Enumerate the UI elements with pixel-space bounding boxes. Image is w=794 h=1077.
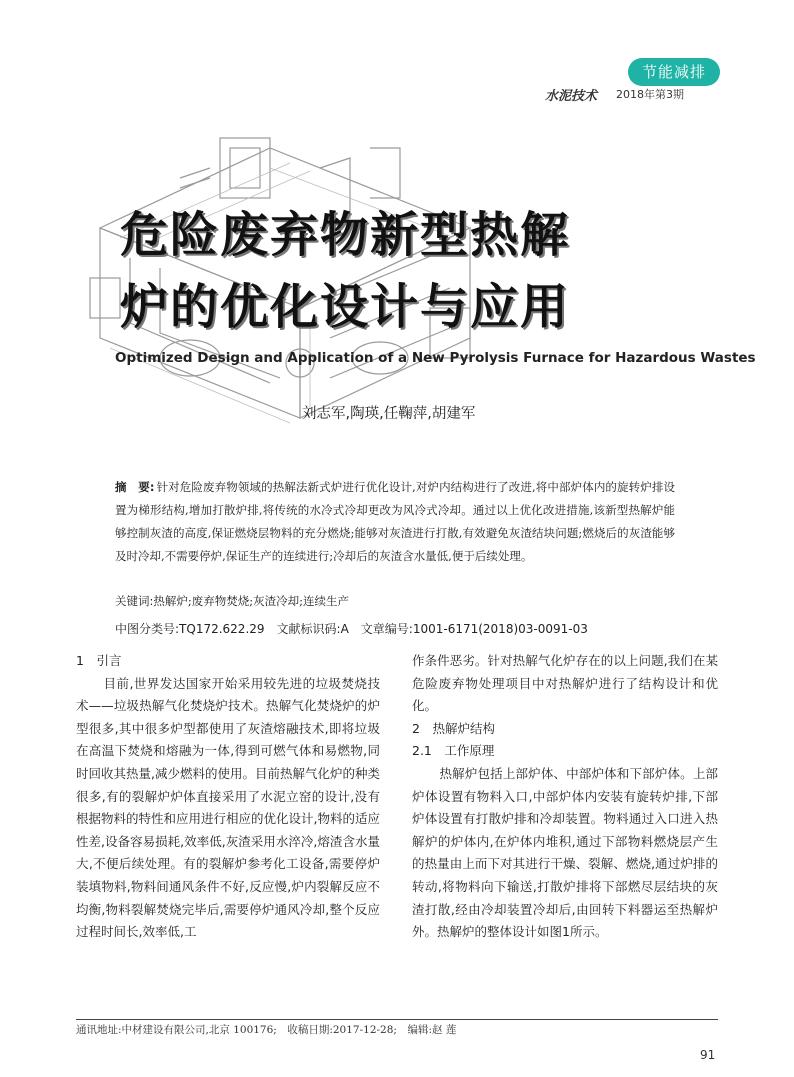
- paragraph-principle: 热解炉包括上部炉体、中部炉体和下部炉体。上部炉体设置有物料入口,中部炉体内安装有旋转炉排,下部炉体设置有打散炉排和冷却装置。物料通过入口进入热解炉的炉体内,在炉体内堆积,通过下部物料燃烧层产生的热量由上而下对其进行干燥、裂解、燃烧,通过炉排的转动,将物料向下输送,打散炉排将下部燃尽层结块的灰渣打散,经由冷却装置冷却后,由回转下料器运至热解炉外。热解炉的整体设计如图1所示。: [412, 765, 718, 940]
- footer-divider: [76, 1019, 718, 1020]
- authors: 刘志军,陶瑛,任鞠萍,胡建军: [302, 406, 476, 422]
- journal-name: 水泥技术: [545, 89, 598, 104]
- right-column: [412, 650, 718, 944]
- keywords-label: 关键词:: [115, 594, 154, 608]
- left-column: [76, 650, 380, 944]
- abstract: [115, 476, 675, 568]
- page-number: 91: [700, 1048, 716, 1062]
- journal-issue: 2018年第3期: [616, 88, 684, 101]
- article-title-line2: 炉的优化设计与应用: [120, 279, 571, 335]
- english-title: Optimized Design and Application of a New Pyrolysis Furnace for Hazardous Wastes: [115, 350, 756, 366]
- section-badge: 节能减排: [628, 58, 720, 86]
- section-heading-intro: 1 引言: [76, 653, 122, 668]
- article-title-line1: 危险废弃物新型热解: [120, 207, 571, 263]
- abstract-text: 针对危险废弃物领域的热解法新式炉进行优化设计,对炉内结构进行了改进,将中部炉体内的旋转炉排设置为梯形结构,增加打散炉排,将传统的水冷式冷却更改为风冷式冷却。通过以上优化改进措施,该新型热解炉能够控制灰渣的高度,保证燃烧层物料的充分燃烧;能够对灰渣进行打散,有效避免灰渣结块问题;燃烧后的灰渣能够及时冷却,不需要停炉,保证生产的连续进行;冷却后的灰渣含水量低,便于后续处理。: [115, 480, 675, 563]
- keywords-text: 热解炉;废弃物焚烧;灰渣冷却;连续生产: [153, 594, 349, 608]
- footer-note: 通讯地址:中材建设有限公司,北京 100176; 收稿日期:2017-12-28; 编辑:赵 莲: [76, 1024, 457, 1036]
- classification-line: 中图分类号:TQ172.622.29 文献标识码:A 文章编号:1001-6171(2018)03-0091-03: [115, 622, 588, 636]
- paragraph-intro: 目前,世界发达国家开始采用较先进的垃圾焚烧技术——垃圾热解气化焚烧炉技术。热解气化焚烧炉的炉型很多,其中很多炉型都使用了灰渣熔融技术,即将垃圾在高温下焚烧和熔融为一体,得到可燃气体和易燃物,同时回收其热量,减少燃料的使用。目前热解气化炉的种类很多,有的裂解炉炉体直接采用了水泥立窑的设计,没有根据物料的特性和应用进行相应的优化设计,物料的适应性差,设备容易损耗,效率低,灰渣采用水淬冷,熔渣含水量大,不便后续处理。有的裂解炉参考化工设备,需要停炉装填物料,物料间通风条件不好,反应慢,炉内裂解反应不均衡,物料裂解焚烧完毕后,需要停炉通风冷却,整个反应过程时间长,效率低,工: [76, 675, 380, 940]
- paragraph-continued: 作条件恶劣。针对热解气化炉存在的以上问题,我们在某危险废弃物处理项目中对热解炉进行了结构设计和优化。: [412, 653, 718, 714]
- abstract-label: 摘 要:: [115, 480, 155, 494]
- keywords: [115, 593, 349, 609]
- section-heading-structure: 2 热解炉结构: [412, 720, 495, 736]
- subsection-heading-principle: 2.1 工作原理: [412, 743, 495, 759]
